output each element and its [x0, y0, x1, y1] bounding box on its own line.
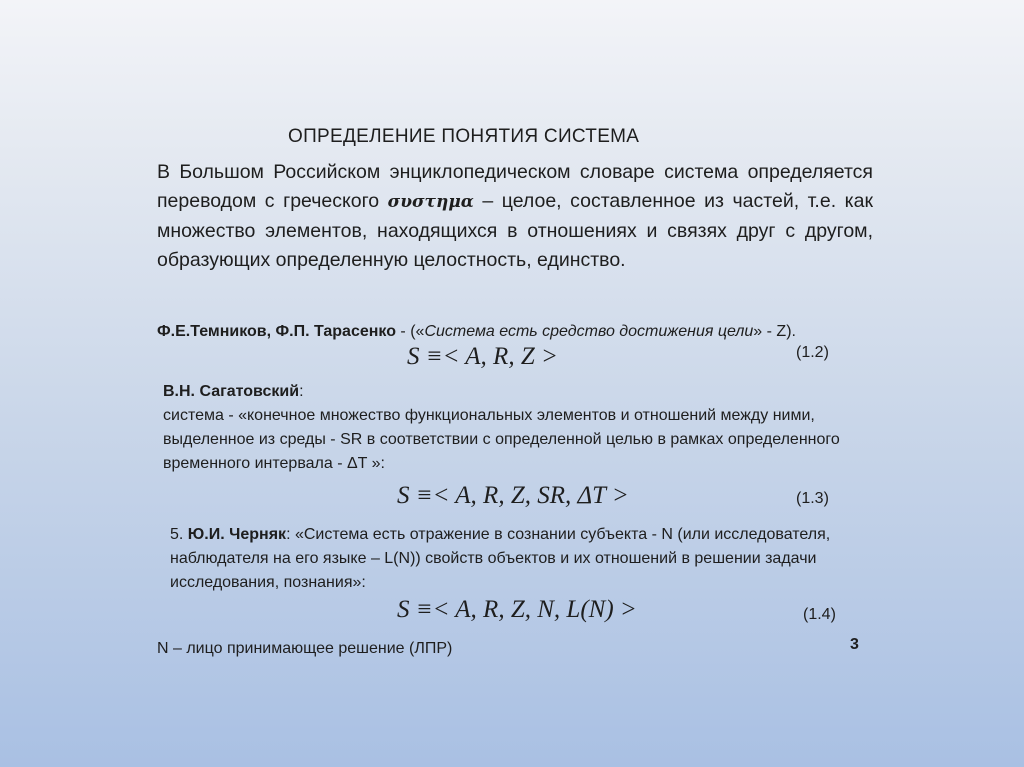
temnikov-definition: [157, 320, 847, 344]
temnikov-tail: » - Z).: [753, 323, 796, 340]
intro-paragraph: [157, 158, 873, 275]
equation-number-1-4: (1.4): [803, 606, 836, 623]
formula-1-4: S ≡< A, R, Z, N, L(N) >: [397, 596, 637, 623]
intro-text-start: В Большом Российском энциклопедическом словаре система определяется переводом с греческого: [157, 161, 873, 212]
sagatovsky-colon: :: [299, 383, 304, 400]
temnikov-separator: - («: [395, 323, 425, 340]
temnikov-quote: Система есть средство достижения цели: [424, 323, 754, 340]
temnikov-authors: Ф.Е.Темников, Ф.П. Тарасенко: [157, 323, 396, 340]
sagatovsky-definition: [163, 380, 853, 476]
chernyak-author: Ю.И. Черняк: [187, 526, 287, 543]
intro-text-end: – целое, составленное из частей, т.е. как множество элементов, находящихся в отношениях и связях друг с другом, образующих определенную целостность, единство.: [157, 190, 873, 271]
chernyak-number: 5.: [170, 526, 188, 543]
chernyak-text: : «Система есть отражение в сознании субъекта - N (или исследователя, наблюдателя на его языке – L(N)) свойств объектов и их отношений в решении задачи исследования, познания»:: [170, 526, 831, 591]
page-number: 3: [850, 636, 859, 653]
formula-1-2: S ≡< A, R, Z >: [407, 343, 558, 370]
chernyak-definition: [170, 523, 860, 595]
greek-word: συστημα: [387, 192, 474, 212]
sagatovsky-author: В.Н. Сагатовский: [163, 383, 300, 400]
slide-title: ОПРЕДЕЛЕНИЕ ПОНЯТИЯ СИСТЕМА: [288, 126, 640, 147]
equation-number-1-2: (1.2): [796, 344, 829, 361]
equation-number-1-3: (1.3): [796, 490, 829, 507]
sagatovsky-text: система - «конечное множество функциональных элементов и отношений между ними, выделенное из среды - SR в соответствии с определенной целью в рамках определенного временного интервала - ΔT »:: [163, 407, 840, 472]
formula-1-3: S ≡< A, R, Z, SR, ΔT >: [397, 482, 629, 509]
lpr-note: N – лицо принимающее решение (ЛПР): [157, 640, 453, 657]
